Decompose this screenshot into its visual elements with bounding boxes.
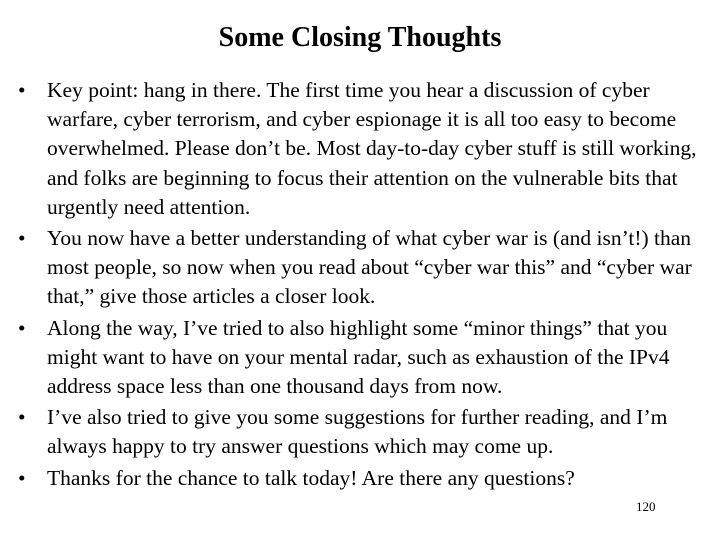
bullet-text-5: Thanks for the chance to talk today! Are there any questions? xyxy=(47,465,575,490)
page-number: 120 xyxy=(636,499,656,514)
bullet-text-3: Along the way, I’ve tried to also highlight some “minor things” that you might want to have on your mental radar, such as exhaustion of the IPv4 address space less than one thousand days from now. xyxy=(47,315,670,399)
bullet-icon: • xyxy=(18,78,26,102)
bullet-item-1 xyxy=(18,76,708,222)
bullet-item-5 xyxy=(18,464,708,493)
bullet-icon: • xyxy=(18,405,26,430)
bullet-list xyxy=(18,76,708,495)
bullet-item-4 xyxy=(18,403,708,461)
bullet-text-4: I’ve also tried to give you some suggestions for further reading, and I’m always happy to try answer questions which may come up. xyxy=(47,405,668,459)
bullet-icon: • xyxy=(18,315,26,340)
bullet-item-3 xyxy=(18,314,708,402)
bullet-text-2: You now have a better understanding of what cyber war is (and isn’t!) than most people, so now when you read about “cyber war this” and “cyber war that,” give those articles a closer look. xyxy=(47,226,692,309)
bullet-icon: • xyxy=(18,465,26,490)
bullet-item-2 xyxy=(18,224,708,312)
slide-title: Some Closing Thoughts xyxy=(218,22,502,53)
bullet-icon: • xyxy=(18,226,26,251)
bullet-text-1: Key point: hang in there. The first time you hear a discussion of cyber warfare, cyber terrorism, and cyber espionage it is all too easy to become overwhelmed. Please don’t be. Most day-to-day cyber stuff is still working, and folks are beginning to focus their attention on the vulnerable bits that urgently need attention. xyxy=(47,78,697,219)
